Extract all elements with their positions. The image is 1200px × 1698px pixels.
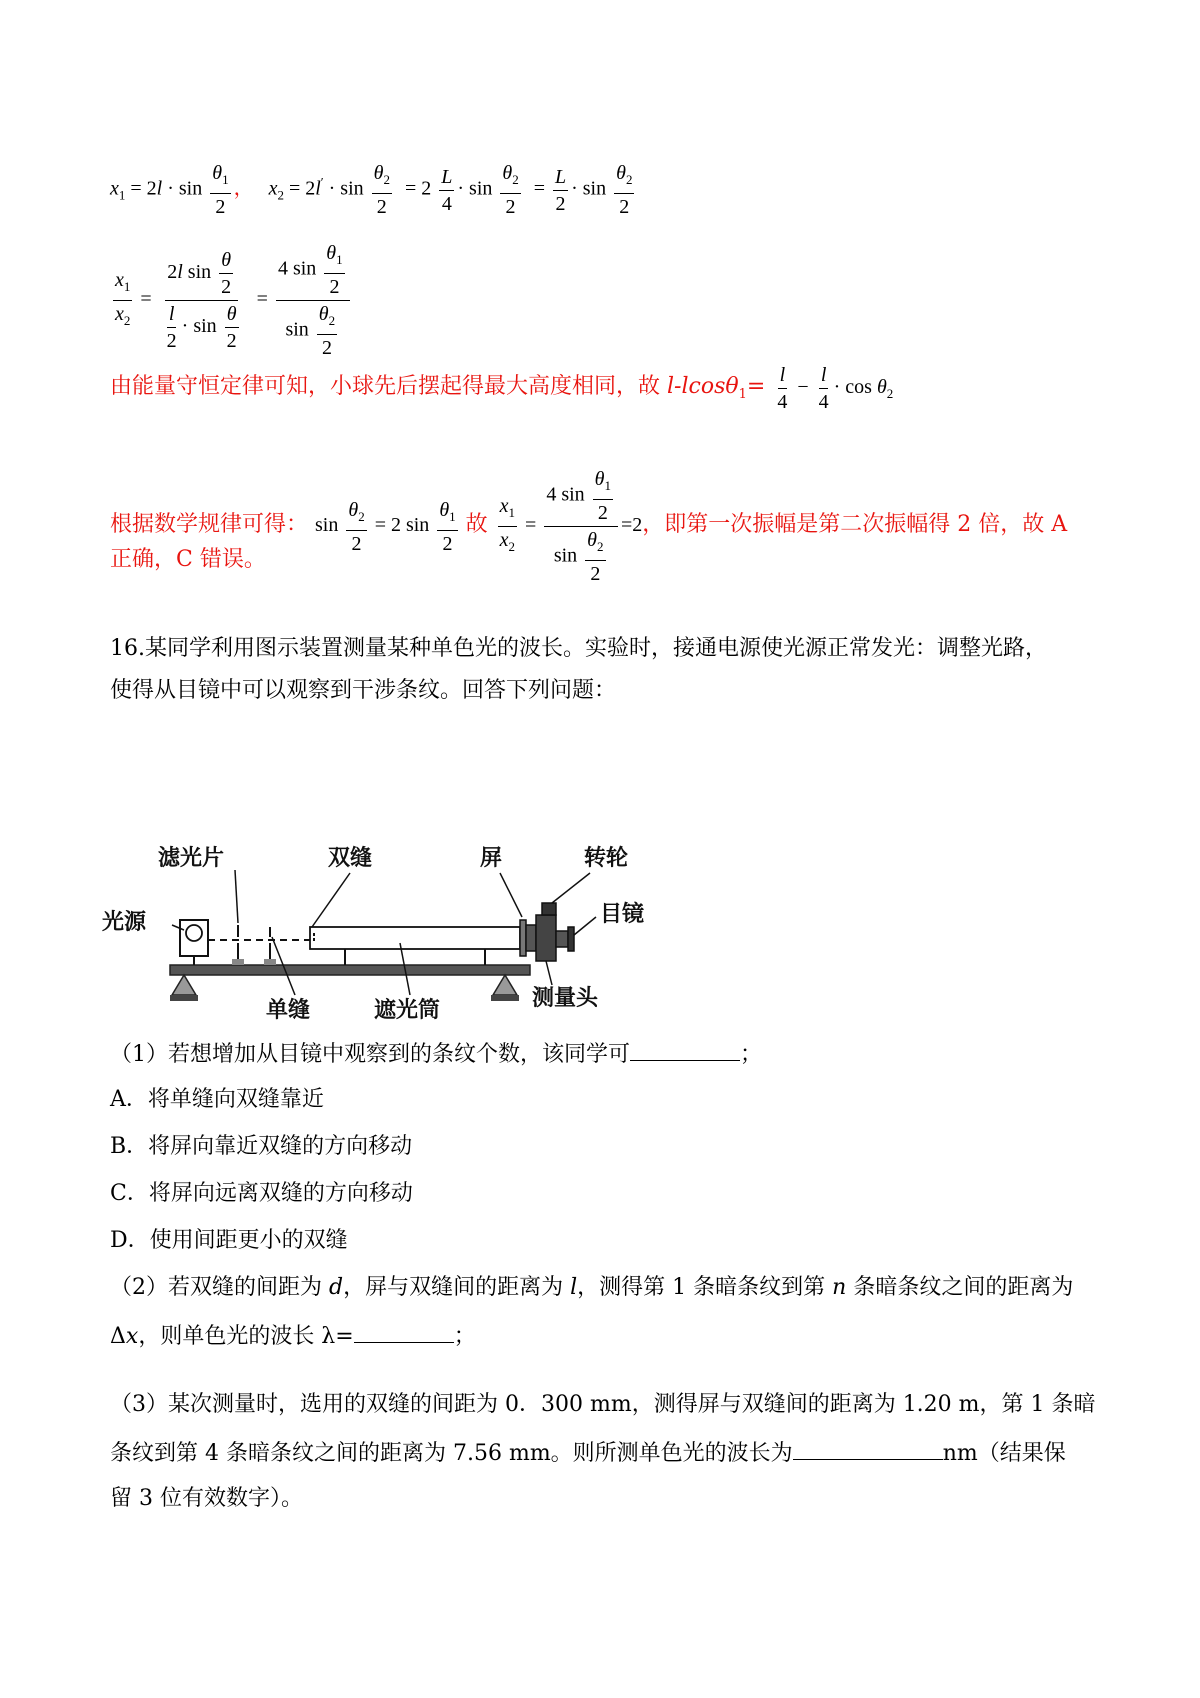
left-support bbox=[172, 975, 196, 995]
eyepiece-tube bbox=[556, 931, 568, 947]
var-l: l bbox=[570, 1275, 578, 1300]
part2-end: ； bbox=[453, 1324, 476, 1349]
energy-eq: = bbox=[746, 374, 766, 400]
var-d: d bbox=[329, 1275, 344, 1300]
label-single-slit: 单缝 bbox=[266, 998, 311, 1023]
single-slit-mount bbox=[264, 959, 276, 965]
q16-part3-line1: （3）某次测量时，选用的双缝的间距为 0．300 mm，测得屏与双缝间的距离为 1.20 m，第 1 条暗 bbox=[110, 1392, 1096, 1417]
math-rule-text: 根据数学规律可得： bbox=[110, 512, 309, 538]
q16-stem-line1: 16.某同学利用图示装置测量某种单色光的波长。实验时，接通电源使光源正常发光：调整光路， bbox=[110, 636, 1047, 661]
part2-prompt-b: ，屏与双缝间的距离为 bbox=[343, 1275, 564, 1300]
delta-symbol: Δ bbox=[110, 1324, 126, 1349]
filter-mount bbox=[232, 959, 244, 965]
part1-answer-blank[interactable] bbox=[630, 1038, 740, 1061]
part1-prompt: （1）若想增加从目镜中观察到的条纹个数，该同学可 bbox=[110, 1042, 630, 1067]
wheel-leader bbox=[552, 873, 590, 903]
conclusion-line: 正确，C 错误。 bbox=[110, 547, 266, 572]
conclusion-text: ，即第一次振幅是第二次振幅得 2 倍，故 A bbox=[642, 512, 1068, 538]
label-wheel: 转轮 bbox=[584, 846, 629, 871]
rail-base bbox=[170, 965, 530, 975]
part2-prompt-line2: ，则单色光的波长 λ= bbox=[138, 1324, 354, 1349]
part3-answer-blank[interactable] bbox=[793, 1437, 943, 1460]
screen-leader bbox=[500, 873, 522, 917]
part2-prompt-c: ，测得第 1 条暗条纹到第 bbox=[577, 1275, 826, 1300]
energy-sub: 1 bbox=[738, 387, 747, 403]
right-support bbox=[493, 975, 517, 995]
measuring-head-left bbox=[526, 925, 536, 951]
part2-prompt-a: （2）若双缝的间距为 bbox=[110, 1275, 322, 1300]
label-filter: 滤光片 bbox=[158, 846, 225, 871]
option-d: D．使用间距更小的双缝 bbox=[110, 1228, 348, 1253]
bulb-icon bbox=[186, 925, 202, 941]
equation-comma: ， bbox=[233, 177, 254, 200]
label-double-slit: 双缝 bbox=[328, 846, 373, 871]
part1-end: ； bbox=[740, 1042, 763, 1067]
label-eyepiece: 目镜 bbox=[600, 902, 645, 927]
label-measuring-head: 测量头 bbox=[532, 986, 599, 1011]
light-shield-tube bbox=[310, 927, 520, 949]
wheel-knob bbox=[542, 903, 556, 915]
part3-prompt-b: nm（结果保 bbox=[942, 1441, 1066, 1466]
label-light-source: 光源 bbox=[102, 910, 147, 935]
part2-answer-blank[interactable] bbox=[354, 1320, 454, 1343]
energy-expr: l-lcosθ bbox=[667, 374, 739, 400]
option-a: A．将单缝向双缝靠近 bbox=[110, 1087, 324, 1112]
part3-prompt-a: 条纹到第 4 条暗条纹之间的距离为 7.56 mm。则所测单色光的波长为 bbox=[110, 1441, 793, 1466]
double-slit-leader bbox=[312, 873, 350, 927]
q16-stem-line2: 使得从目镜中可以观察到干涉条纹。回答下列问题： bbox=[110, 678, 617, 703]
energy-text: 由能量守恒定律可知，小球先后摆起得最大高度相同，故 bbox=[110, 374, 661, 400]
eyepiece-leader bbox=[574, 917, 596, 935]
q16-part1 bbox=[110, 1038, 762, 1070]
math-rule-line: 根据数学规律可得： sin $\frac{\theta_2}{2}$ = 2 sin $\frac{\theta_1}{2}$ 故 $\frac{x_1}{x_2}$ = 4 sin $\frac{\theta_1}{2}$ sin $\frac{\theta_2}{2}$ =2，即第一次振幅是第二次振幅得 2 倍，故 A bbox=[110, 468, 1068, 585]
screen-plate bbox=[520, 920, 526, 956]
measuring-head bbox=[536, 915, 556, 961]
left-support-foot bbox=[170, 995, 198, 1001]
head-leader bbox=[546, 961, 552, 985]
q16-part3-line2 bbox=[110, 1437, 1066, 1469]
right-support-foot bbox=[491, 995, 519, 1001]
option-c: C．将屏向远离双缝的方向移动 bbox=[110, 1181, 413, 1206]
q16-part3-line3: 留 3 位有效数字）。 bbox=[110, 1486, 303, 1511]
gu-text: 故 bbox=[465, 512, 488, 538]
option-b: B．将屏向靠近双缝的方向移动 bbox=[110, 1134, 413, 1159]
apparatus-diagram bbox=[100, 825, 740, 1025]
energy-conservation-line: 由能量守恒定律可知，小球先后摆起得最大高度相同，故 l-lcosθ$_1$= $\frac{l}{4}$ − $\frac{l}{4}$ · $\cos \theta_2$ bbox=[110, 364, 894, 413]
label-tube: 遮光筒 bbox=[374, 998, 441, 1023]
equation-ratio: $\frac{x_1}{x_2}$ = 2l sin $\frac{\theta}{2}$ $\frac{l}{2}$ · sin $\frac{\theta}{2}$ = 4 sin $\frac{\theta_1}{2}$ sin $\frac{\theta_2}{2}$ bbox=[110, 240, 353, 361]
eyepiece-lens bbox=[568, 927, 574, 951]
var-x: x bbox=[125, 1324, 139, 1349]
var-n: n bbox=[832, 1275, 847, 1300]
q16-part2-line2 bbox=[110, 1320, 476, 1352]
q16-part2-line1 bbox=[110, 1273, 1073, 1303]
equation-x1-x2: $x_1 = 2l \cdot \sin$ $\frac{\theta_1}{2}$ ， $x_2 = 2l' \cdot \sin$ $\frac{\theta_2}{2}$ = 2 $\frac{L}{4}$ · sin $\frac{\theta_2}{2}$ = $\frac{L}{2}$ · sin $\frac{\theta_2}{2}$ bbox=[110, 162, 633, 218]
filter-leader bbox=[235, 870, 238, 923]
label-screen: 屏 bbox=[480, 846, 503, 871]
part2-prompt-d: 条暗条纹之间的距离为 bbox=[853, 1275, 1074, 1300]
